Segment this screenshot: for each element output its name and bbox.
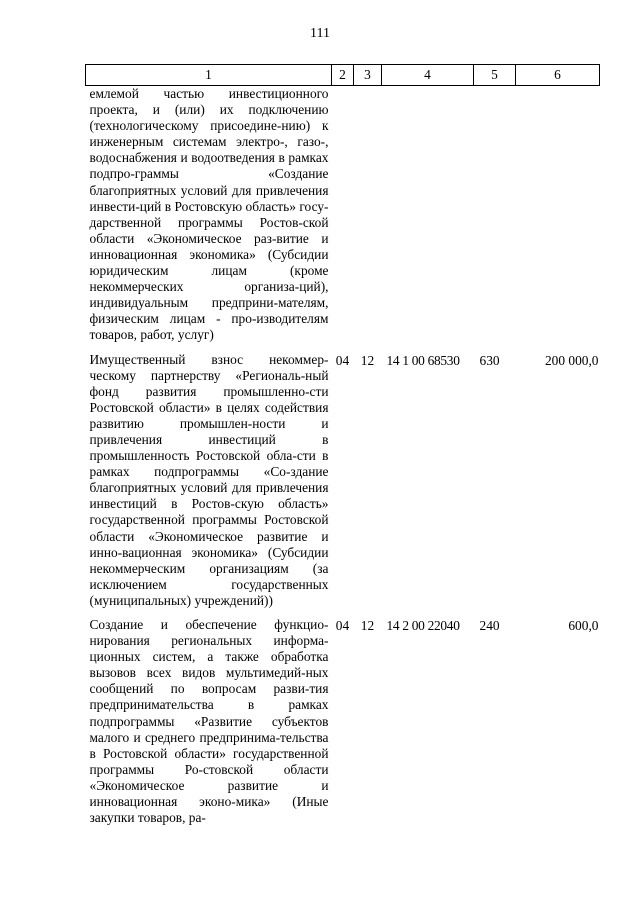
- row-expense-type-code: 630: [479, 352, 500, 368]
- row-description: Создание и обеспечение функцио-нирования региональных информа-ционных систем, а также обработка вызовов всех видов мультимедий-ных сообщений по вопросам разви-тия предпринимательства в рамках подпрограммы «Развитие субъектов малого и среднего предпринима-тельства в Ростовской области» государственной программы Ро-стовской области «Экономическое развитие и инновационная эконо-мика» (Иные закупки товаров, ра-: [89, 617, 329, 826]
- row-description: Имущественный взнос некоммер-ческому партнерству «Региональ-ный фонд развития промышленно-сти Ростовской области» в целях содействия развитию промышлен-ности и привлечения инвестиций в промышленность Ростовской обла-сти в рамках подпрограммы «Со-здание благоприятных условий для привлечения инвестиций в Ростов-скую область» государственной программы Ростовской области «Экономическое развитие и инно-вационная экономика» (Субсидии некоммерческим организациям (за исключением государственных (муниципальных) учреждений)): [89, 351, 329, 608]
- row-subsection-code: [354, 86, 382, 344]
- row-expense-type-code: 240: [479, 618, 500, 633]
- row-description: емлемой частью инвестиционного проекта, и (или) их подключению (технологическому присоедине-нию) к инженерным системам электро-, газо-, водоснабжения и водоотведения в рамках подпро-граммы «Создание благоприятных условий для привлечения инвести-ций в Ростовскую область» госу-дарственной программы Ростов-ской области «Экономическое раз-витие и инновационная экономика» (Субсидии юридическим лицам (кроме некоммерческих организа-ций), индивидуальным предприни-мателям, физическим лицам - про-изводителям товаров, работ, услуг): [89, 86, 329, 343]
- table-header: [86, 65, 600, 86]
- row-amount: 600,0: [568, 618, 599, 633]
- column-header-5: 5: [474, 65, 516, 86]
- row-subsection-code: 12: [360, 352, 375, 368]
- column-header-1: 1: [86, 65, 332, 86]
- row-section-code: 04: [335, 618, 350, 633]
- row-amount: 200 000,0: [544, 352, 599, 368]
- row-section-code: [332, 86, 354, 344]
- budget-table: [85, 64, 600, 826]
- table-row: [86, 344, 600, 610]
- row-target-article-code: [382, 86, 474, 344]
- table-row: [86, 86, 600, 344]
- row-target-article-code: 14 2 00 22040: [386, 618, 460, 633]
- row-expense-type-code: [474, 86, 516, 344]
- row-target-article-code: 14 1 00 68530: [386, 352, 460, 368]
- column-header-6: 6: [516, 65, 600, 86]
- row-amount: [516, 86, 600, 344]
- table-row: [86, 609, 600, 826]
- column-header-3: 3: [354, 65, 382, 86]
- row-subsection-code: 12: [360, 618, 375, 633]
- row-section-code: 04: [335, 352, 350, 368]
- column-header-2: 2: [332, 65, 354, 86]
- page-number: 111: [310, 26, 330, 41]
- column-header-4: 4: [382, 65, 474, 86]
